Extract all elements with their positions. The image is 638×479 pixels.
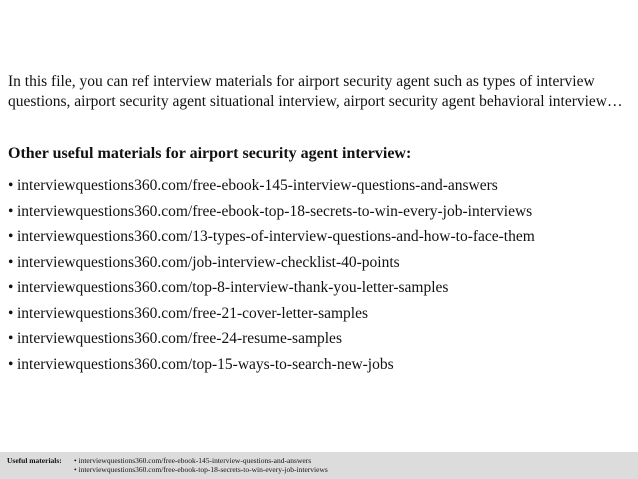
link-text[interactable]: interviewquestions360.com/job-interview-checklist-40-points [17,253,400,271]
link-text[interactable]: interviewquestions360.com/free-ebook-145-interview-questions-and-answers [17,177,498,194]
link-text[interactable]: interviewquestions360.com/top-8-interview-thank-you-letter-samples [17,279,449,296]
bullet-icon: • [8,304,14,322]
link-text[interactable]: interviewquestions360.com/free-21-cover-letter-samples [17,304,369,322]
bullet-icon: • [8,330,14,347]
bullet-icon: • [8,228,14,245]
footer-bar [0,452,638,479]
list-item [8,355,633,375]
list-item [8,253,633,273]
list-item [8,227,633,247]
footer-link[interactable]: • interviewquestions360.com/free-ebook-145-interview-questions-and-answers [74,456,312,465]
bullet-icon: • [8,177,14,194]
materials-link-list [8,176,633,380]
list-item [8,304,633,324]
bullet-icon: • [8,202,14,220]
materials-heading: Other useful materials for airport security agent interview: [8,145,412,162]
link-text[interactable]: interviewquestions360.com/13-types-of-interview-questions-and-how-to-face-them [17,228,535,245]
bullet-icon: • [8,279,14,296]
link-text[interactable]: interviewquestions360.com/top-15-ways-to-search-new-jobs [17,355,394,373]
link-text[interactable]: interviewquestions360.com/free-24-resume-samples [17,330,342,347]
list-item [8,278,633,298]
bullet-icon: • [8,253,14,271]
list-item [8,329,633,349]
list-item [8,176,633,196]
bullet-icon: • [8,355,14,373]
footer-link-list [74,456,328,474]
footer-link[interactable]: • interviewquestions360.com/free-ebook-top-18-secrets-to-win-every-job-interviews [74,465,328,474]
footer-label: Useful materials: [7,456,62,465]
link-text[interactable]: interviewquestions360.com/free-ebook-top-18-secrets-to-win-every-job-interviews [17,202,533,220]
list-item [8,202,633,222]
intro-paragraph: In this file, you can ref interview materials for airport security agent such as types of interview questions, airport security agent situational interview, airport security agent behavioral interview… [8,73,623,110]
